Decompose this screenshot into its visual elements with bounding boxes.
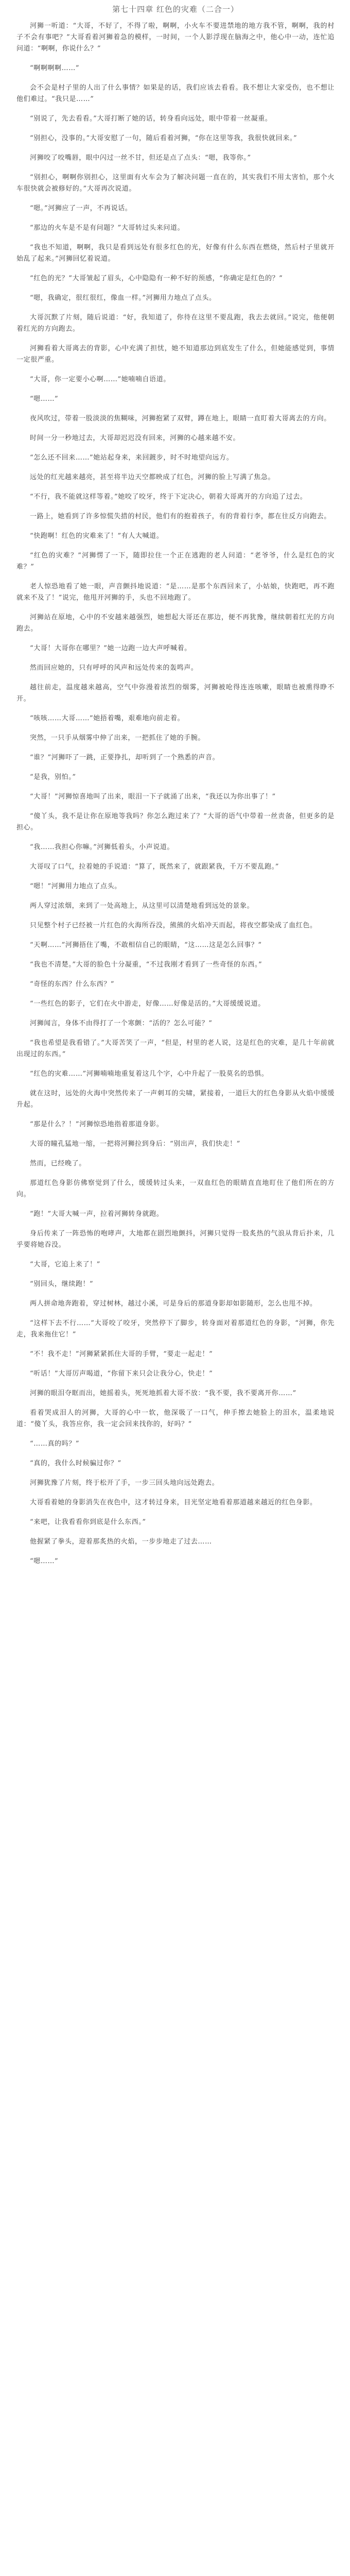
- paragraph: 大哥看着她的身影消失在夜色中，这才转过身来，目光坚定地看着那道越来越近的红色身影。: [30, 1499, 317, 1506]
- paragraph: 两人穿过浓烟，来到了一处高地上，从这里可以清楚地看到远处的景象。: [30, 902, 254, 910]
- paragraph: “大哥！大哥你在哪里？”她一边跑一边大声呼喊着。: [30, 645, 191, 652]
- paragraph: “这样下去不行……”大哥咬了咬牙，突然停下了脚步，转身面对着那道红色的身影，“河狮，你先走，我来拖住它！”: [16, 1319, 335, 1338]
- paragraph: “大哥，它追上来了！”: [30, 1261, 100, 1268]
- paragraph: “大哥，你一定要小心啊……”她喃喃自语道。: [30, 376, 170, 383]
- paragraph: “红色的光？”大哥皱起了眉头，心中隐隐有一种不好的预感，“你确定是红色的？”: [30, 275, 283, 282]
- paragraph: “怎么还不回来……”她站起身来，来回踱步，时不时地望向远方。: [30, 454, 234, 462]
- paragraph: 只见整个村子已经被一片红色的火海所吞没，熊熊的火焰冲天而起，将夜空都染成了血红色。: [30, 922, 317, 929]
- paragraph: “啊啊啊啊……”: [30, 64, 80, 72]
- paragraph: “红色的灾难……”河狮喃喃地重复着这几个字，心中升起了一股莫名的恐惧。: [30, 1070, 269, 1078]
- paragraph: “我也不知道，啊啊，我只是看到远处有很多红色的光，好像有什么东西在燃烧，然后村子里就开始乱了起来。”河狮回忆着说道。: [16, 244, 335, 263]
- paragraph: 两人拼命地奔跑着，穿过树林，越过小溪，可是身后的那道身影却如影随形，怎么也甩不掉。: [30, 1300, 317, 1308]
- paragraph: “大哥！”河狮惊喜地叫了出来，眼泪一下子就涌了出来，“我还以为你出事了！”: [30, 793, 276, 801]
- paragraph: “嗯……”: [30, 395, 59, 403]
- paragraph: 然而，已经晚了。: [30, 1160, 86, 1167]
- paragraph: “听话！”大哥厉声喝道，“你留下来只会让我分心，快走！”: [30, 1370, 213, 1378]
- paragraph: “嗯。”河狮应了一声，不再说话。: [30, 205, 132, 212]
- paragraph: “奇怪的东西？什么东西？”: [30, 980, 115, 988]
- paragraph: 远处的红光越来越亮，甚至将半边天空都映成了红色，河狮的脸上写满了焦急。: [30, 473, 275, 481]
- paragraph: 突然，一只手从烟雾中伸了出来，一把抓住了她的手腕。: [30, 734, 205, 742]
- paragraph: 就在这时，远处的火海中突然传来了一声刺耳的尖啸，紧接着，一道巨大的红色身影从火焰中缓缓升起。: [16, 1090, 335, 1109]
- paragraph: “快跑啊！红色的灾难来了！”有人大喊道。: [30, 532, 164, 540]
- paragraph: “天啊……”河狮捂住了嘴，不敢相信自己的眼睛，“这……这是怎么回事？”: [30, 941, 262, 949]
- paragraph: 他握紧了拳头，迎着那炙热的火焰，一步步地走了过去……: [30, 1538, 212, 1546]
- paragraph: “……真的吗？”: [30, 1440, 80, 1448]
- paragraph: “那是什么？！”河狮惊恐地指着那道身影。: [30, 1121, 164, 1128]
- paragraph: “嗯！”河狮用力地点了点头。: [30, 883, 121, 890]
- paragraph: “不！我不走！”河狮紧紧抓住大哥的手臂，“要走一起走！”: [30, 1350, 213, 1358]
- paragraph: 身后传来了一阵恐怖的咆哮声，大地都在剧烈地颤抖，河狮只觉得一股炙热的气浪从背后扑来，几乎要将她吞没。: [16, 1230, 335, 1249]
- paragraph: “一些红色的影子，它们在火中游走，好像……好像是活的。”大哥缓缓说道。: [30, 1000, 265, 1008]
- paragraph: 那道红色身影仿佛察觉到了什么，缓缓转过头来，一双血红色的眼睛直直地盯住了他们所在的方向。: [16, 1179, 335, 1198]
- paragraph: “别担心，没事的。”大哥安慰了一句，随后看着河狮，“你在这里等我，我很快就回来。”: [30, 134, 297, 142]
- chapter-content: [16, 21, 335, 1567]
- paragraph: 河狮一听道：“大哥，不好了，不得了啦，啊啊，小火车不要进禁地的地方我不管，啊啊，我的村子不会有事吧？”大哥看着河狮着急的模样，一时间，一个人影浮现在脑海之中，他心中一动，连忙追问道：“啊啊，你说什么？”: [16, 22, 335, 53]
- paragraph: 河狮咬了咬嘴唇，眼中闪过一丝不甘，但还是点了点头：“嗯，我等你。”: [30, 154, 251, 162]
- paragraph: “我也不清楚。”大哥的脸色十分凝重，“不过我刚才看到了一些奇怪的东西。”: [30, 961, 262, 969]
- paragraph: 时间一分一秒地过去，大哥却迟迟没有回来，河狮的心越来越不安。: [30, 434, 240, 442]
- paragraph: 河狮犹豫了片刻，终于松开了手，一步三回头地向远处跑去。: [30, 1479, 219, 1487]
- paragraph: “别回头，继续跑！”: [30, 1280, 94, 1288]
- paragraph: “傻丫头，我不是让你在原地等我吗？你怎么跑过来了？”大哥的语气中带着一丝责备，但更多的是担心。: [16, 812, 335, 832]
- paragraph: 老人惊恐地看了她一眼，声音颤抖地说道：“是……是那个东西回来了，小姑娘，快跑吧，再不跑就来不及了！”说完，他甩开河狮的手，头也不回地跑了。: [16, 583, 335, 602]
- paragraph: “那边的火车是不是有问题？”大哥转过头来问道。: [30, 224, 185, 232]
- paragraph: “真的，我什么时候骗过你？”: [30, 1460, 121, 1467]
- paragraph: “红色的灾难？”河狮愣了一下，随即拉住一个正在逃跑的老人问道：“老爷爷，什么是红色的灾难？”: [16, 552, 335, 571]
- paragraph: “谁？”河狮吓了一跳，正要挣扎，却听到了一个熟悉的声音。: [30, 754, 220, 761]
- paragraph: 河狮闻言，身体不由得打了一个寒颤：“活的？怎么可能？”: [30, 1020, 213, 1027]
- paragraph: “跑！”大哥大喊一声，拉着河狮转身就跑。: [30, 1210, 164, 1218]
- paragraph: 越往前走，温度越来越高，空气中弥漫着浓烈的烟雾，河狮被呛得连连咳嗽，眼睛也被熏得睁不开。: [16, 684, 335, 703]
- paragraph: “是我，别怕。”: [30, 773, 76, 781]
- paragraph: 大哥沉默了片刻，随后说道：“好，我知道了，你待在这里不要乱跑，我去去就回。”说完，他便朝着红光的方向跑去。: [16, 314, 335, 333]
- paragraph: 一路上，她看到了许多惊慌失措的村民，他们有的抱着孩子，有的背着行李，都在往反方向跑去。: [30, 513, 331, 520]
- paragraph: 河狮的眼泪夺眶而出，她摇着头，死死地抓着大哥不放：“我不要，我不要离开你……”: [30, 1389, 296, 1397]
- chapter-title: 第七十四章 红色的灾难（二合一）: [112, 5, 239, 14]
- paragraph: 然而回应她的，只有呼呼的风声和远处传来的轰鸣声。: [30, 664, 198, 672]
- paragraph: “不行，我不能就这样等着。”她咬了咬牙，终于下定决心，朝着大哥离开的方向追了过去。: [30, 493, 307, 501]
- paragraph: 大哥的瞳孔猛地一缩，一把将河狮拉到身后：“别出声，我们快走！”: [30, 1140, 240, 1148]
- paragraph: 会不会是村子里的人出了什么事情？如果是的话，我们应该去看看。我不想让大家受伤，也不想让他们难过。“我只是……”: [16, 84, 335, 103]
- paragraph: “嗯……”: [30, 1557, 59, 1565]
- paragraph: 河狮站在原地，心中的不安越来越强烈，她想起大哥还在那边，便不再犹豫，继续朝着红光的方向跑去。: [16, 614, 335, 633]
- paragraph: “我……我担心你嘛。”河狮低着头，小声说道。: [30, 843, 174, 851]
- paragraph: 河狮看着大哥离去的背影，心中充满了担忧，她不知道那边到底发生了什么，但她能感觉到，事情一定很严重。: [16, 345, 335, 364]
- paragraph: “我也希望是我看错了。”大哥苦笑了一声，“但是，村里的老人说，这是红色的灾难，是几十年前就出现过的东西。”: [16, 1039, 335, 1058]
- paragraph: “嗯，我确定，很红很红，像血一样。”河狮用力地点了点头。: [30, 294, 216, 302]
- paragraph: 夜风吹过，带着一股淡淡的焦糊味，河狮抱紧了双臂，蹲在地上，眼睛一直盯着大哥离去的方向。: [30, 415, 331, 422]
- paragraph: “咳咳……大哥……”她捂着嘴，艰难地向前走着。: [30, 715, 185, 722]
- paragraph: “来吧，让我看看你到底是什么东西。”: [30, 1518, 146, 1526]
- paragraph: “别说了，先去看看。”大哥打断了她的话，转身看向远处，眼中带着一丝凝重。: [30, 115, 272, 123]
- paragraph: “别担心，啊啊你别担心，这里面有火车会为了解决问题一直在的，其实我们不用太害怕，那个火车很快就会被修好的。”大哥再次说道。: [16, 174, 335, 193]
- paragraph: 大哥叹了口气，拉着她的手说道：“算了，既然来了，就跟紧我，千万不要乱跑。”: [30, 863, 279, 871]
- paragraph: 看着哭成泪人的河狮，大哥的心中一软，他深吸了一口气，伸手擦去她脸上的泪水，温柔地说道：“傻丫头，我答应你，我一定会回来找你的，好吗？”: [16, 1409, 335, 1428]
